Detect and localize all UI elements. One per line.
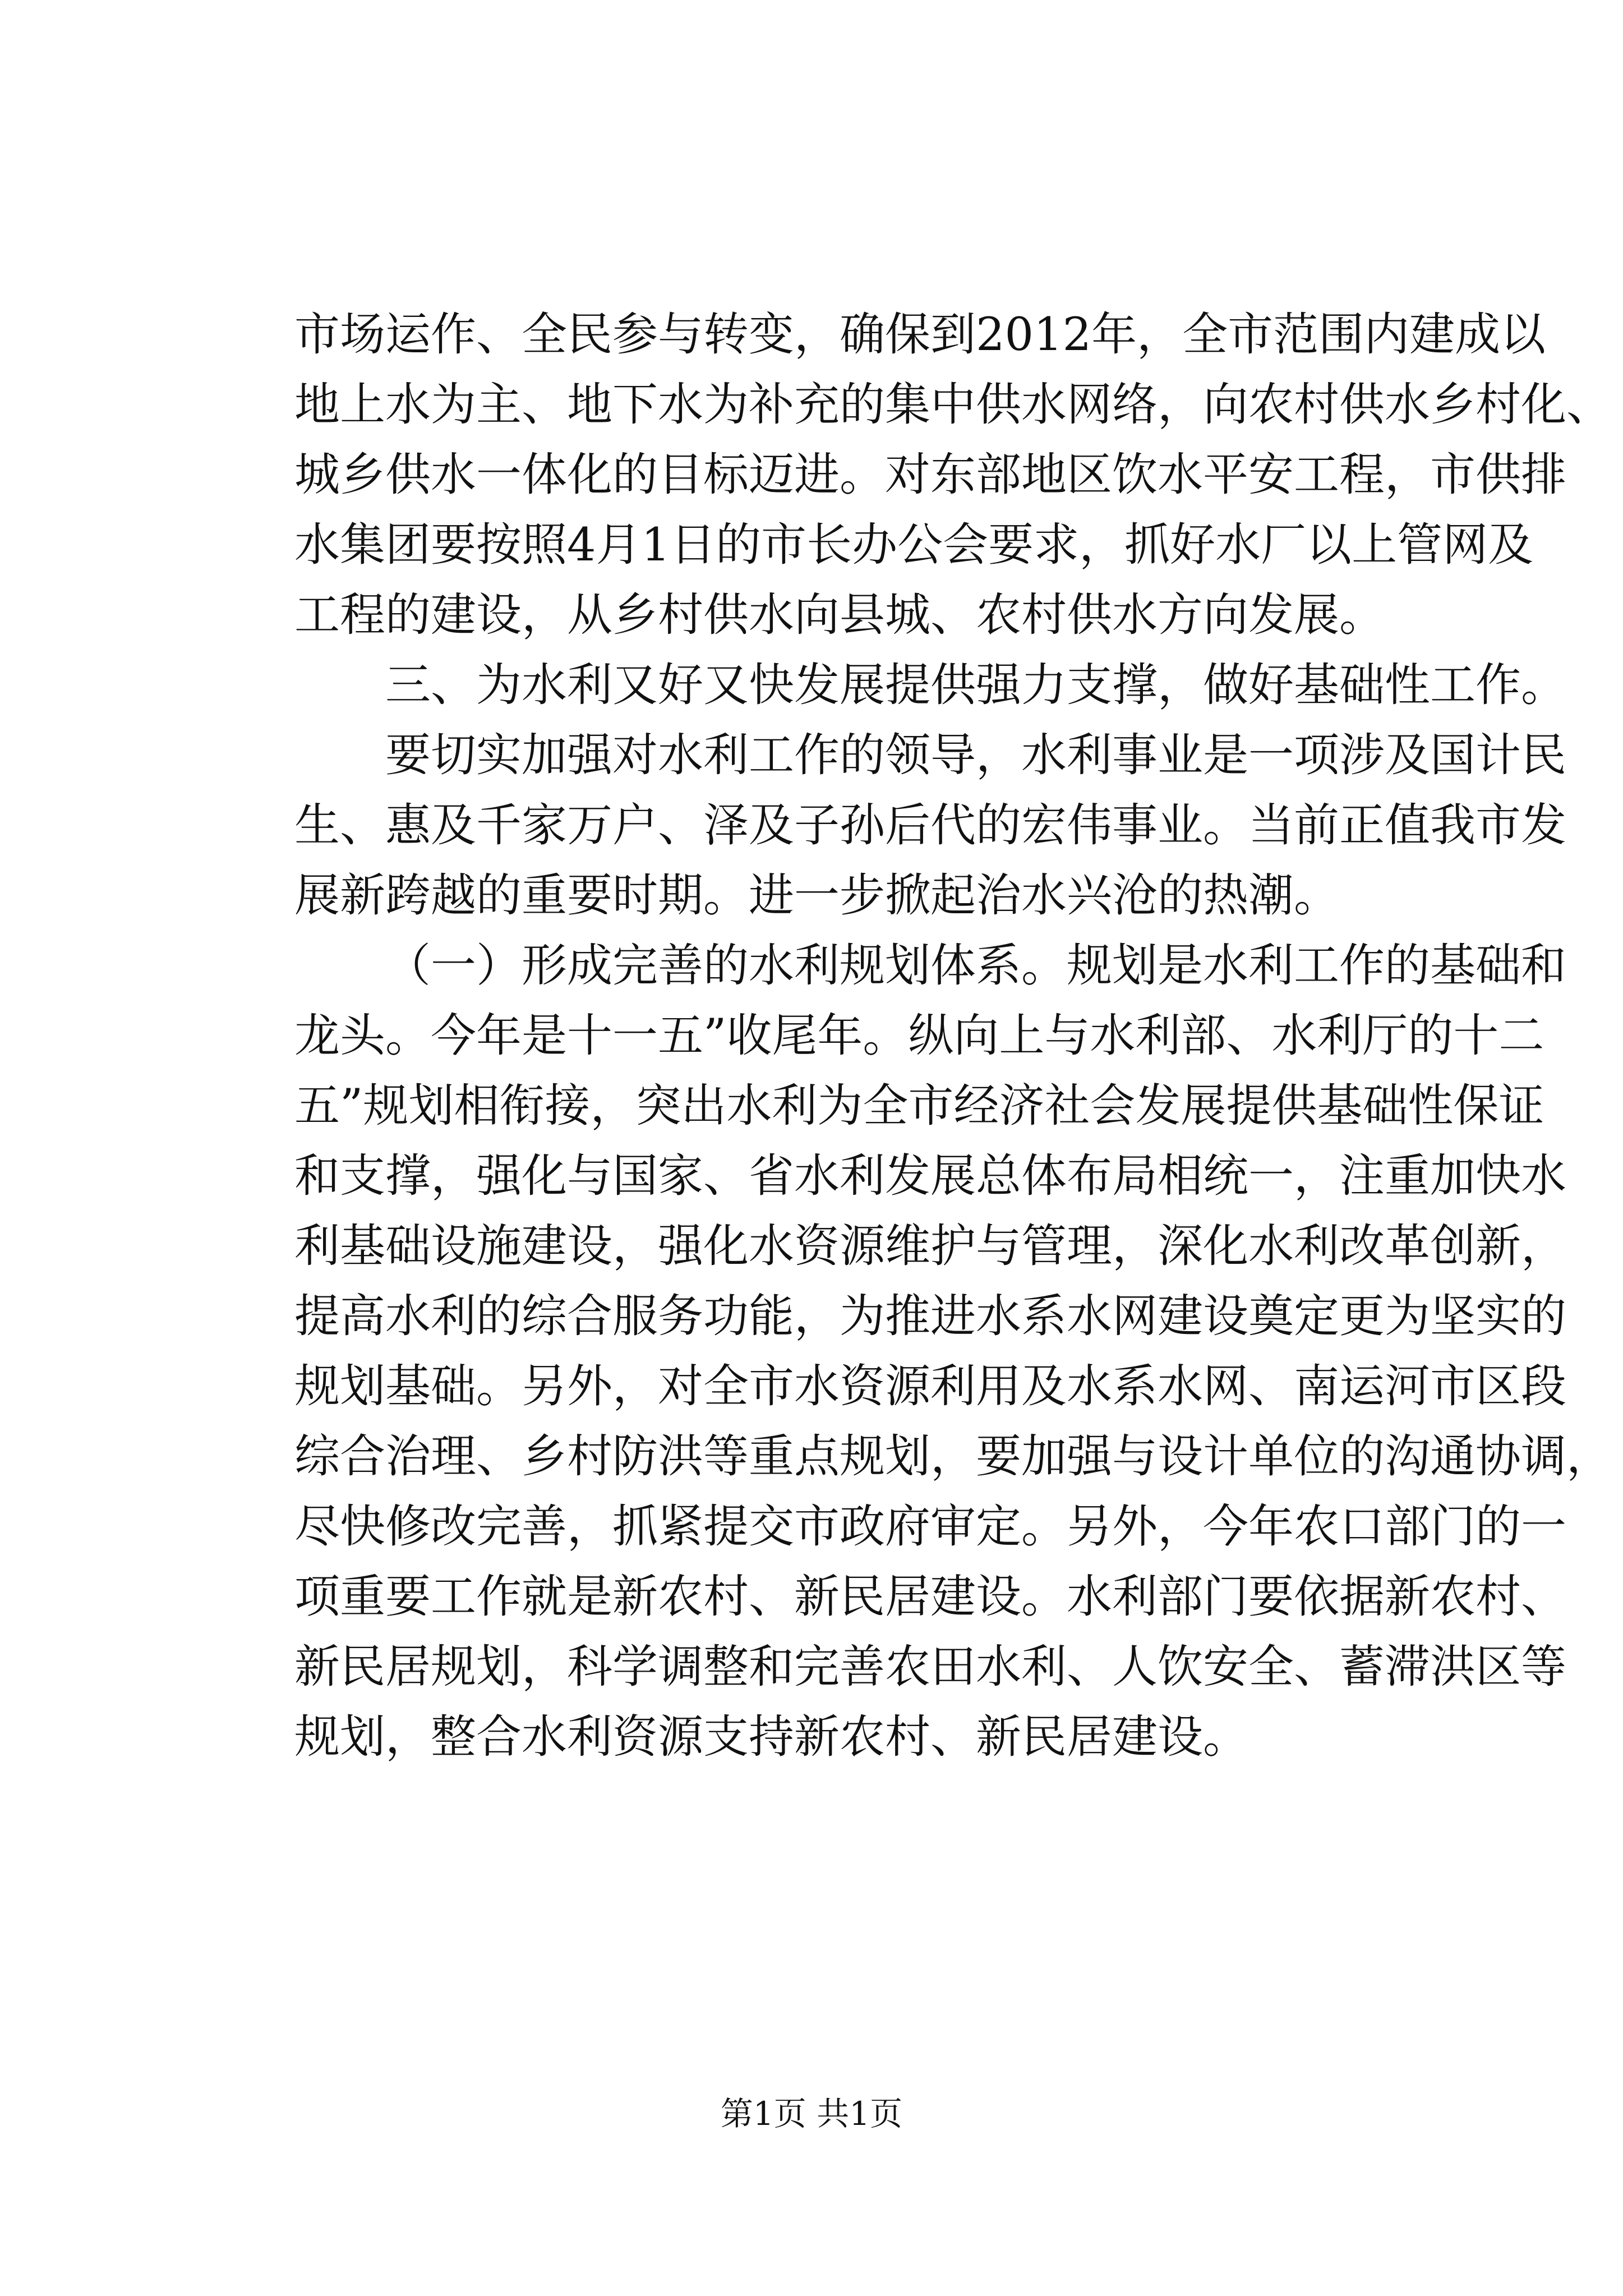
text-line: 尽快修改完善，抓紧提交市政府审定。另外，今年农口部门的一 xyxy=(294,1501,1567,1553)
section-heading: 三、为水利又好又快发展提供强力支撑，做好基础性工作。 xyxy=(385,659,1567,712)
text-line: 综合治理、乡村防洪等重点规划，要加强与设计单位的沟通协调， xyxy=(294,1430,1612,1483)
text-line: 城乡供水一体化的目标迈进。对东部地区饮水平安工程，市供排 xyxy=(294,449,1567,501)
text-line: 规划基础。另外，对全市水资源利用及水系水网、南运河市区段 xyxy=(294,1360,1567,1413)
text-line: 新民居规划，科学调整和完善农田水利、人饮安全、蓄滞洪区等 xyxy=(294,1641,1567,1694)
text-line: 利基础设施建设，强化水资源维护与管理，深化水利改革创新， xyxy=(294,1220,1567,1273)
text-line: 项重要工作就是新农村、新民居建设。水利部门要依据新农村、 xyxy=(294,1571,1567,1623)
text-line: 五”规划相衔接，突出水利为全市经济社会发展提供基础性保证 xyxy=(294,1080,1544,1133)
text-line: 地上水为主、地下水为补充的集中供水网络，向农村供水乡村化、 xyxy=(294,379,1612,431)
text-line: 和支撑，强化与国家、省水利发展总体布局相统一，注重加快水 xyxy=(294,1150,1567,1203)
text-line: 规划，整合水利资源支持新农村、新民居建设。 xyxy=(294,1711,1249,1764)
text-line: 要切实加强对水利工作的领导，水利事业是一项涉及国计民 xyxy=(385,729,1567,782)
body-text xyxy=(294,300,1612,1773)
text-line: 生、惠及千家万户、泽及子孙后代的宏伟事业。当前正值我市发 xyxy=(294,799,1567,852)
text-line: 水集团要按照4月1日的市长办公会要求，抓好水厂以上管网及 xyxy=(294,519,1534,572)
text-line: 提高水利的综合服务功能，为推进水系水网建设奠定更为坚实的 xyxy=(294,1290,1567,1343)
text-line: 展新跨越的重要时期。进一步掀起治水兴沧的热潮。 xyxy=(294,869,1340,922)
text-line: 龙头。今年是十一五”收尾年。纵向上与水利部、水利厅的十二 xyxy=(294,1010,1544,1062)
text-line: 工程的建设，从乡村供水向县城、农村供水方向发展。 xyxy=(294,589,1385,642)
subsection-heading-line: （一）形成完善的水利规划体系。规划是水利工作的基础和 xyxy=(385,940,1567,992)
page-footer: 第1页 共1页 xyxy=(720,2095,903,2133)
text-line: 市场运作、全民参与转变，确保到2012年，全市范围内建成以 xyxy=(294,309,1546,361)
